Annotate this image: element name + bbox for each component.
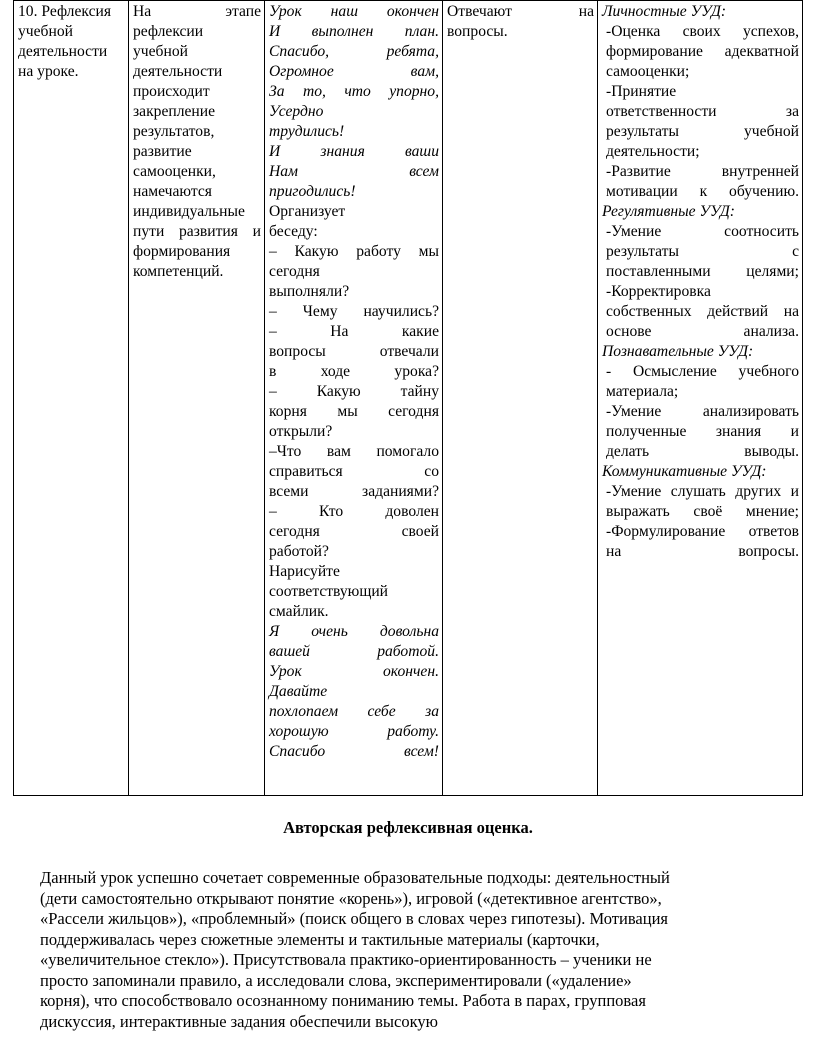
text-line: деятельности <box>133 63 223 80</box>
text-line: За то, что упорно, <box>269 83 439 100</box>
text-line: сегодня своей <box>269 523 439 540</box>
text-line: пригодились! <box>269 183 356 200</box>
text-line: на уроке. <box>18 63 79 80</box>
teacher-poem <box>269 2 439 202</box>
text-line: пути развития и <box>133 223 261 240</box>
text-line: мотивации к обучению. <box>606 183 799 200</box>
text-line: выражать своё мнение; <box>606 503 799 520</box>
text-line: Организует <box>269 203 346 220</box>
text-line: происходит <box>133 83 210 100</box>
stage-content <box>133 2 261 282</box>
text-line: основе анализа. <box>606 323 799 340</box>
text-line: деятельности; <box>606 143 700 160</box>
uud-heading: Регулятивные УУД: <box>602 203 735 220</box>
teacher-cell <box>265 1 443 796</box>
text-line: Урок окончен. <box>269 663 439 680</box>
uud-cell <box>598 1 803 796</box>
table-row <box>14 1 803 796</box>
text-line: беседу: <box>269 223 318 240</box>
text-line: -Формулирование ответов <box>606 523 799 540</box>
text-line: вашей работой. <box>269 643 439 660</box>
text-line: И выполнен план. <box>269 23 439 40</box>
text-line: Нарисуйте <box>269 563 340 580</box>
text-line: полученные знания и <box>606 423 799 440</box>
text-line: учебной <box>133 43 188 60</box>
summary-line: (дети самостоятельно открывают понятие «корень»), игровой («детективное агентство», <box>40 888 662 908</box>
teacher-activity <box>269 202 439 622</box>
summary-line: «Рассели жильцов»), «проблемный» (поиск общего в словах через гипотезы). Мотивация <box>40 909 668 928</box>
text-line: намечаются <box>133 183 212 200</box>
uud-items <box>602 362 799 462</box>
text-line: – Какую работу мы <box>269 243 439 260</box>
summary-line: поддерживалась через сюжетные элементы и тактильные материалы (карточки, <box>40 929 600 949</box>
text-line: делать выводы. <box>606 443 799 460</box>
text-line: всеми заданиями? <box>269 483 439 500</box>
text-line: Отвечают на <box>447 3 594 20</box>
text-line: выполняли? <box>269 283 350 300</box>
text-line: результаты учебной <box>606 123 799 140</box>
text-line: -Умение анализировать <box>606 403 799 420</box>
text-line: – На какие <box>269 323 439 340</box>
text-line: 10. Рефлексия <box>18 3 112 20</box>
text-line: Спасибо всем! <box>269 743 439 760</box>
summary-text <box>40 868 776 1032</box>
summary-line: «увеличительное стекло»). Присутствовала практико-ориентированность – ученики не <box>40 950 652 969</box>
text-line: Урок наш окончен <box>269 3 439 20</box>
text-line: -Умение соотносить <box>606 223 799 240</box>
uud-heading: Познавательные УУД: <box>602 343 754 360</box>
text-line: результаты с <box>606 243 799 260</box>
text-line: Нам всем <box>269 163 439 180</box>
text-line: корня мы сегодня <box>269 403 439 420</box>
text-line: - Осмысление учебного <box>606 363 799 380</box>
stage-cell <box>14 1 129 796</box>
text-line: Давайте <box>269 683 328 700</box>
text-line: самооценки; <box>606 63 690 80</box>
uud-items <box>602 222 799 342</box>
text-line: закрепление <box>133 103 216 120</box>
text-line: -Принятие <box>606 83 677 100</box>
text-line: На этапе <box>133 3 261 20</box>
section-title: Авторская рефлексивная оценка. <box>283 818 533 837</box>
text-line: – Какую тайну <box>269 383 439 400</box>
text-line: поставленными целями; <box>606 263 799 280</box>
text-line: справиться со <box>269 463 439 480</box>
text-line: соответствующий <box>269 583 389 600</box>
text-line: -Оценка своих успехов, <box>606 23 799 40</box>
text-line: хорошую работу. <box>269 723 439 740</box>
text-line: рефлексии <box>133 23 204 40</box>
content-cell <box>129 1 265 796</box>
uud-heading: Личностные УУД: <box>602 3 727 20</box>
text-line: на вопросы. <box>606 543 799 560</box>
text-line: вопросы. <box>447 23 508 40</box>
teacher-closing <box>269 622 439 762</box>
text-line: работой? <box>269 543 329 560</box>
text-line: трудились! <box>269 123 345 140</box>
text-line: деятельности <box>18 43 108 60</box>
text-line: учебной <box>18 23 73 40</box>
uud-heading: Коммуникативные УУД: <box>602 463 767 480</box>
text-line: собственных действий на <box>606 303 799 320</box>
text-line: формирование адекватной <box>606 43 799 60</box>
lesson-table <box>13 0 803 796</box>
text-line: – Чему научились? <box>269 303 439 320</box>
summary-line: Данный урок успешно сочетает современные образовательные подходы: деятельностный <box>40 868 670 887</box>
text-line: материала; <box>606 383 679 400</box>
text-line: похлопаем себе за <box>269 703 439 720</box>
students-activity <box>447 2 594 42</box>
text-line: – Кто доволен <box>269 503 439 520</box>
text-line: -Корректировка <box>606 283 711 300</box>
uud-list <box>602 2 799 562</box>
text-line: -Развитие внутренней <box>606 163 799 180</box>
text-line: -Умение слушать других и <box>606 483 799 500</box>
text-line: в ходе урока? <box>269 363 439 380</box>
uud-items <box>602 22 799 202</box>
stage-name <box>18 2 125 82</box>
students-cell <box>443 1 598 796</box>
text-line: индивидуальные <box>133 203 245 220</box>
uud-items <box>602 482 799 562</box>
text-line: вопросы отвечали <box>269 343 439 360</box>
text-line: открыли? <box>269 423 333 440</box>
text-line: Усердно <box>269 103 324 120</box>
text-line: ответственности за <box>606 103 799 120</box>
text-line: результатов, <box>133 123 215 140</box>
text-line: Огромное вам, <box>269 63 439 80</box>
text-line: сегодня <box>269 263 320 280</box>
text-line: Я очень довольна <box>269 623 439 640</box>
text-line: смайлик. <box>269 603 329 620</box>
text-line: компетенций. <box>133 263 224 280</box>
summary-line: корня), что способствовало осознанному пониманию темы. Работа в парах, групповая <box>40 991 646 1010</box>
text-line: формирования <box>133 243 231 260</box>
text-line: самооценки, <box>133 163 216 180</box>
text-line: И знания ваши <box>269 143 439 160</box>
summary-line: дискуссия, интерактивные задания обеспечили высокую <box>40 1011 438 1031</box>
text-line: –Что вам помогало <box>269 443 439 460</box>
summary-line: просто запоминали правило, а исследовали слова, экспериментировали («удаление» <box>40 970 632 990</box>
text-line: Спасибо, ребята, <box>269 43 439 60</box>
text-line: развитие <box>133 143 192 160</box>
